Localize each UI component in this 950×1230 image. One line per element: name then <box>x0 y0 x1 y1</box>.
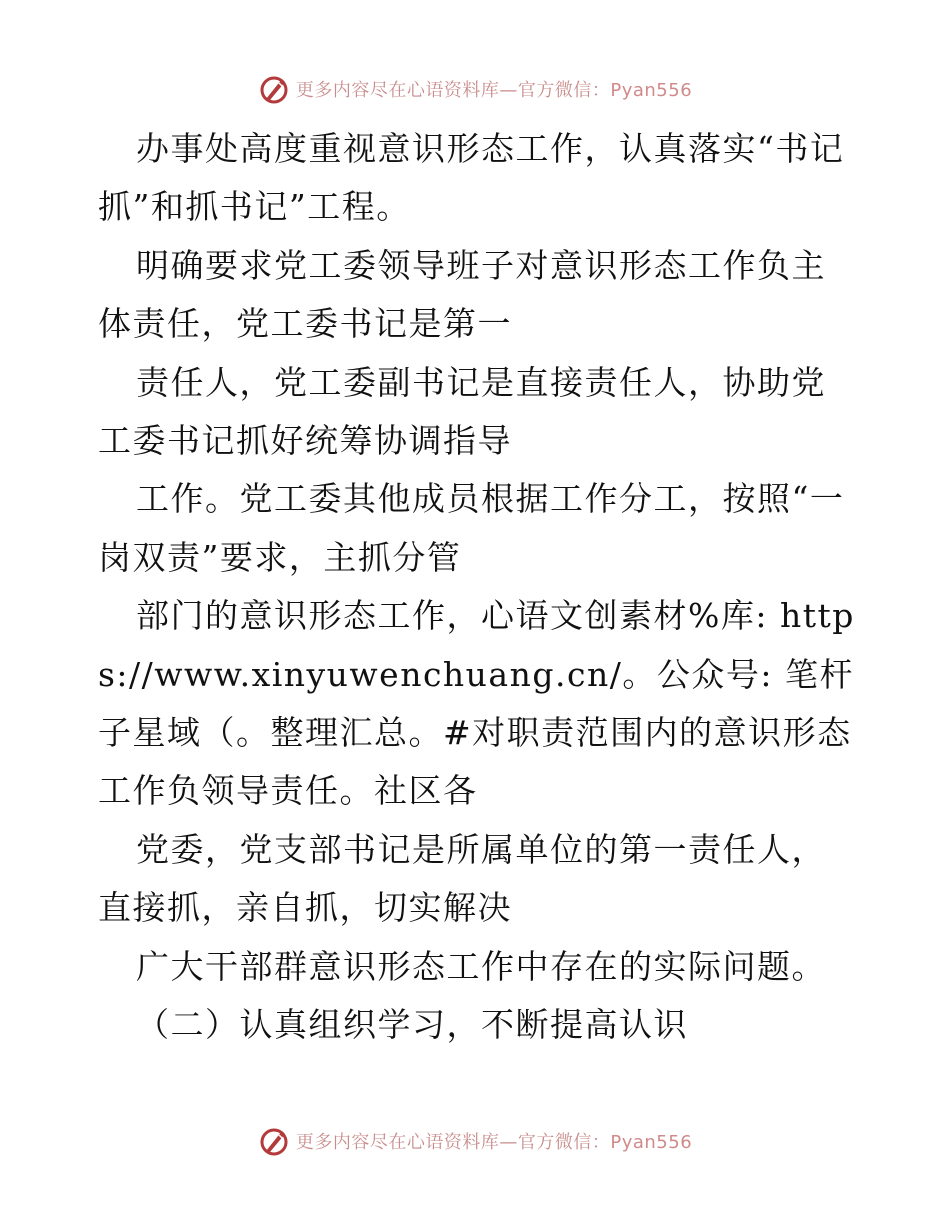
paragraph: 明确要求党工委领导班子对意识形态工作负主体责任，党工委书记是第一 <box>98 245 826 344</box>
watermark-text: 更多内容尽在心语资料库—官方微信：Pyan556 <box>295 1132 693 1153</box>
watermark-text: 更多内容尽在心语资料库—官方微信：Pyan556 <box>295 80 693 101</box>
paragraph: 广大干部群意识形态工作中存在的实际问题。 <box>136 946 826 986</box>
footer-watermark <box>0 1124 950 1158</box>
paragraph: 责任人，党工委副书记是直接责任人，协助党工委书记抓好统筹协调指导 <box>98 362 826 461</box>
header-watermark <box>0 72 950 106</box>
quill-pen-circle-icon <box>258 73 290 105</box>
quill-pen-circle-icon <box>258 1125 290 1157</box>
paragraph: 党委，党支部书记是所属单位的第一责任人，直接抓，亲自抓，切实解决 <box>98 829 826 928</box>
paragraph: 部门的意识形态工作，心语文创素材%库: https://www.xinyuwenchuang.cn/。公众号: 笔杆子星域（。整理汇总。#对职责范围内的意识形态工作负领导责任。社区各 <box>98 596 855 811</box>
paragraph: 办事处高度重视意识形态工作，认真落实“书记抓”和抓书记”工程。 <box>98 129 845 227</box>
section-heading: （二）认真组织学习，不断提高认识 <box>136 1005 688 1045</box>
paragraph: 工作。党工委其他成员根据工作分工，按照“一岗双责”要求，主抓分管 <box>98 479 845 577</box>
document-body <box>98 120 858 1055</box>
